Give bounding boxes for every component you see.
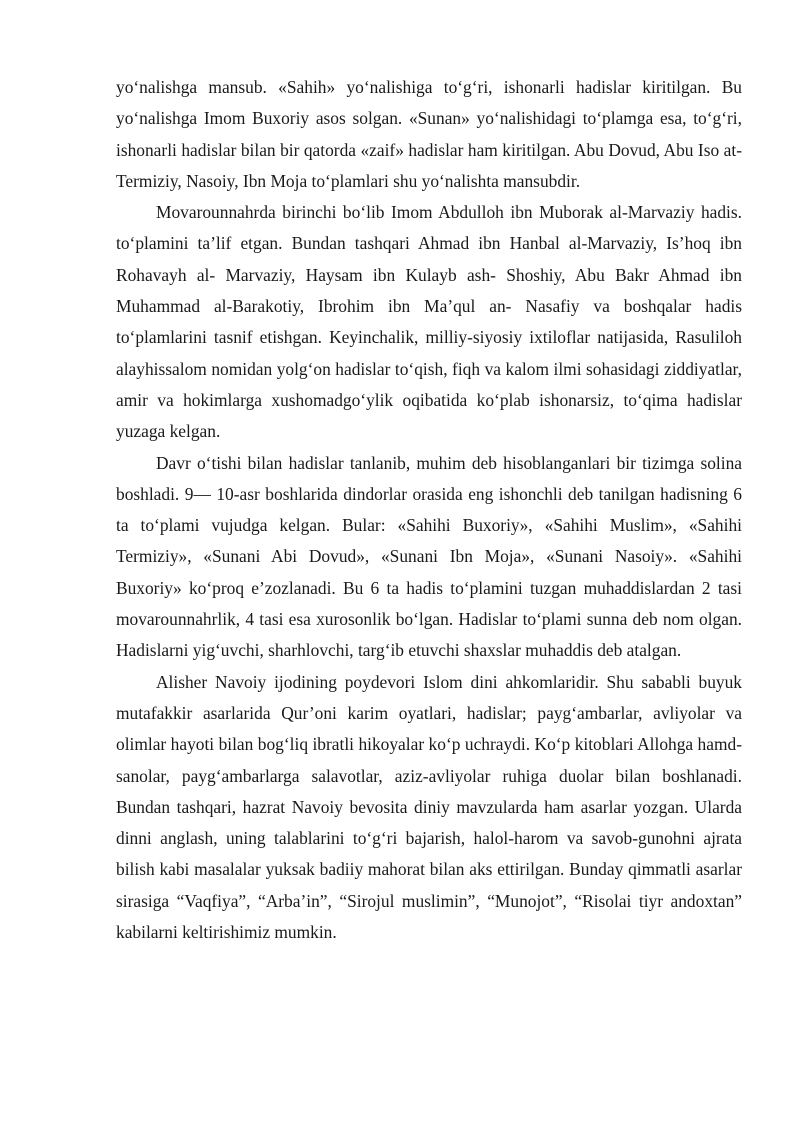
paragraph-movarounnahr: Movarounnahrda birinchi bo‘lib Imom Abdulloh ibn Muborak al-Marvaziy hadis. to‘plamini ta’lif etgan. Bundan tashqari Ahmad ibn Hanbal al-Marvaziy, Is’hoq ibn Rohavayh al- Marvaziy, Haysam ibn Kulayb ash- Shoshiy, Abu Bakr Ahmad ibn Muhammad al-Barakotiy, Ibrohim ibn Ma’qul an- Nasafiy va boshqalar hadis to‘plamlarini tasnif etishgan. Keyinchalik, milliy-siyosiy ixtiloflar natijasida, Rasuliloh alayhissalom nomidan yolg‘on hadislar to‘qish, fiqh va kalom ilmi sohasidagi ziddiyatlar, amir va hokimlarga xushomadgo‘ylik oqibatida ko‘plab ishonarsiz, to‘qima hadislar yuzaga kelgan.: [116, 202, 742, 442]
paragraph-hadis-collections: Davr o‘tishi bilan hadislar tanlanib, muhim deb hisoblanganlari bir tizimga solina boshladi. 9— 10-asr boshlarida dindorlar orasida eng ishonchli deb tanilgan hadisning 6 ta to‘plami vujudga kelgan. Bular: «Sahihi Buxoriy», «Sahihi Muslim», «Sahihi Termiziy», «Sunani Abi Dovud», «Sunani Ibn Moja», «Sunani Nasoiy». «Sahihi Buxoriy» ko‘proq e’zozlanadi. Bu 6 ta hadis to‘plamini tuzgan muhaddislardan 2 tasi movarounnahrlik, 4 tasi esa xurosonlik bo‘lgan. Hadislar to‘plami sunna deb nom olgan. Hadislarni yig‘uvchi, sharhlovchi, targ‘ib etuvchi shaxslar muhaddis deb atalgan.: [116, 452, 742, 661]
paragraph-alisher-navoiy: Alisher Navoiy ijodining poydevori Islom dini ahkomlaridir. Shu sababli buyuk mutafakkir asarlarida Qur’oni karim oyatlari, hadislar; payg‘ambarlar, avliyolar va olimlar hayoti bilan bog‘liq ibratli hikoyalar ko‘p uchraydi. Ko‘p kitoblari Allohga hamd-sanolar, payg‘ambarlarga salavotlar, aziz-avliyolar ruhiga duolar bilan boshlanadi. Bundan tashqari, hazrat Navoiy bevosita diniy mavzularda ham asarlar yozgan. Ularda dinni anglash, uning talablarini to‘g‘ri bajarish, halol-harom va savob-gunohni ajrata bilish kabi masalalar yuksak badiiy mahorat bilan aks ettirilgan. Bunday qimmatli asarlar sirasiga “Vaqfiya”, “Arba’in”, “Sirojul muslimin”, “Munojot”, “Risolai tiyr andoxtan” kabilarni keltirishimiz mumkin.: [116, 671, 742, 943]
paragraph-continuation: yo‘nalishga mansub. «Sahih» yo‘nalishiga to‘g‘ri, ishonarli hadislar kiritilgan. Bu yo‘nalishga Imom Buxoriy asos solgan. «Sunan» yo‘nalishidagi to‘plamga esa, to‘g‘ri, ishonarli hadislar bilan bir qatorda «zaif» hadislar ham kiritilgan. Abu Dovud, Abu Iso at-Termiziy, Nasoiy, Ibn Moja to‘plamlari shu yo‘nalishta mansubdir.: [116, 77, 742, 191]
body-text: [116, 72, 742, 948]
